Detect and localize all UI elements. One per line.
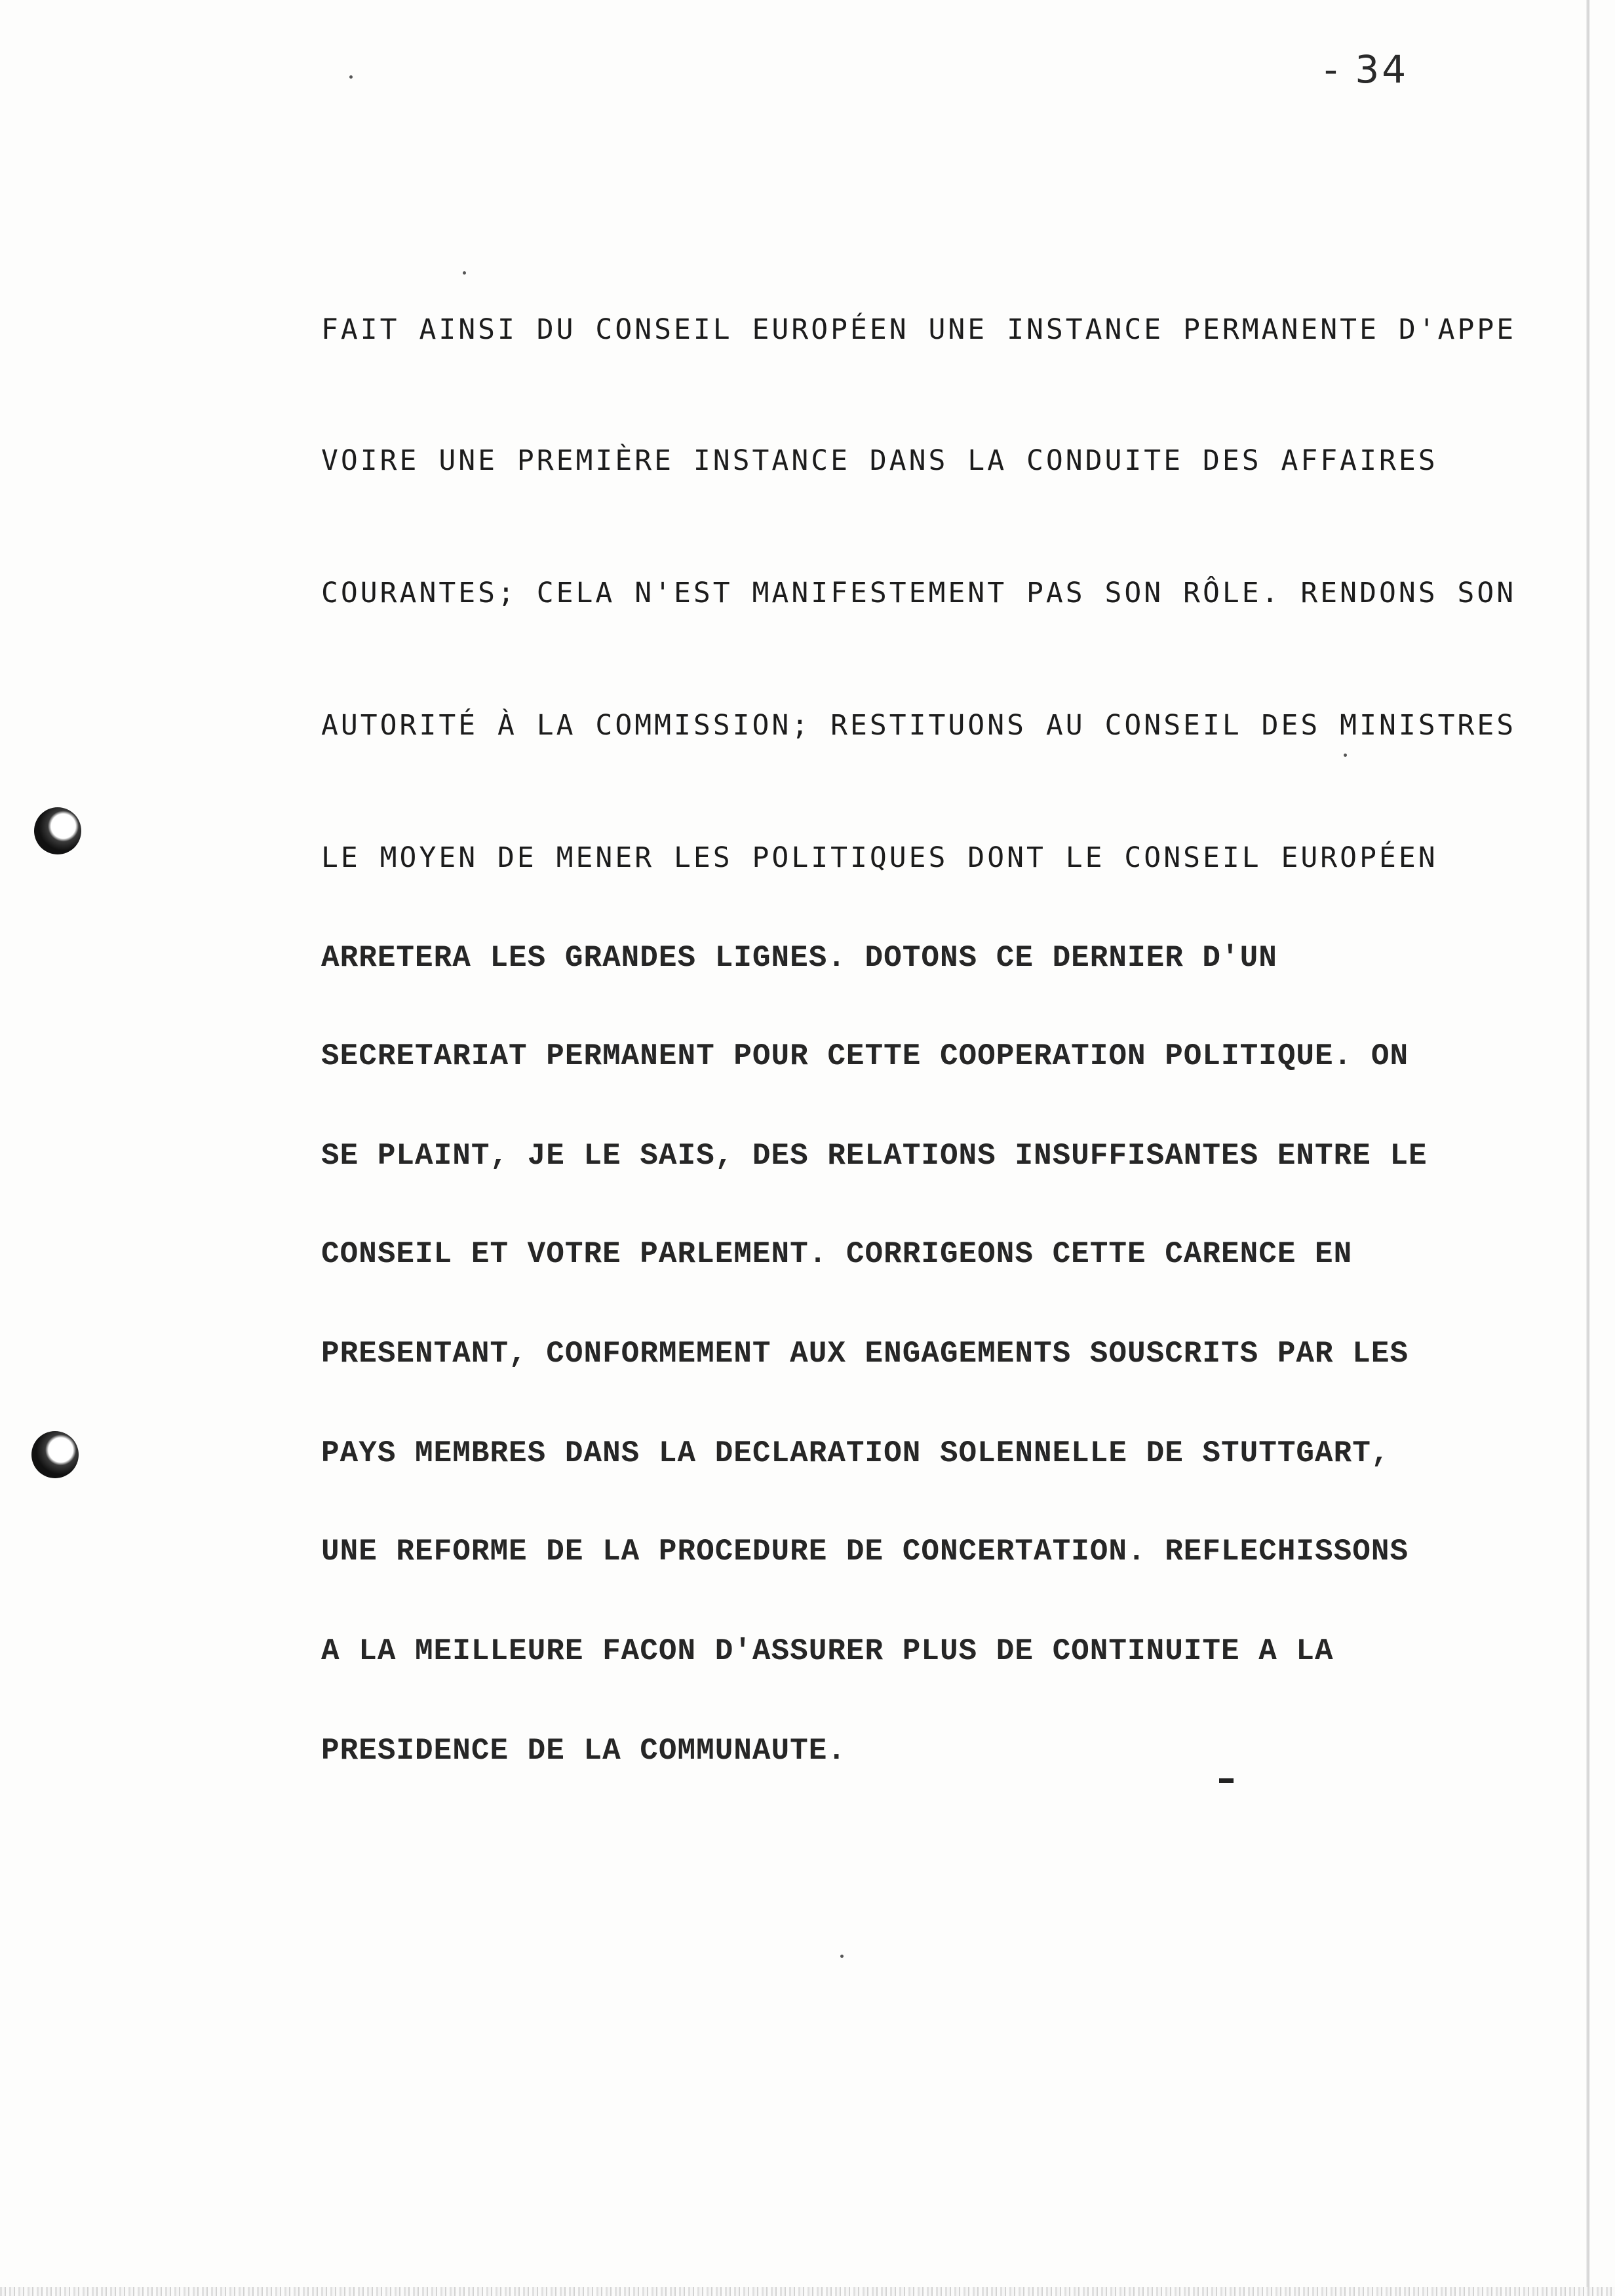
text-line: PRESENTANT, CONFORMEMENT AUX ENGAGEMENTS SOUSCRITS PAR LES [321, 1337, 1409, 1371]
text-line: PAYS MEMBRES DANS LA DECLARATION SOLENNELLE DE STUTTGART, [321, 1436, 1390, 1470]
text-line: A LA MEILLEURE FACON D'ASSURER PLUS DE CONTINUITE A LA [321, 1634, 1334, 1668]
text-line: ARRETERA LES GRANDES LIGNES. DOTONS CE DERNIER D'UN [321, 941, 1277, 975]
page-number: - 34 [1324, 47, 1409, 92]
text-line: PRESIDENCE DE LA COMMUNAUTE. [321, 1734, 846, 1768]
text-line: VOIRE UNE PREMIÈRE INSTANCE DANS LA CONDUITE DES AFFAIRES [321, 444, 1438, 477]
scan-border [0, 2287, 1615, 2296]
text-line: CONSEIL ET VOTRE PARLEMENT. CORRIGEONS CETTE CARENCE EN [321, 1237, 1353, 1271]
text-line: UNE REFORME DE LA PROCEDURE DE CONCERTATION. REFLECHISSONS [321, 1535, 1409, 1569]
scan-speck [349, 75, 353, 79]
punch-hole-icon [34, 807, 81, 854]
scan-mark [1219, 1778, 1234, 1783]
text-line: SECRETARIAT PERMANENT POUR CETTE COOPERATION POLITIQUE. ON [321, 1039, 1409, 1073]
text-line: SE PLAINT, JE LE SAIS, DES RELATIONS INSUFFISANTES ENTRE LE [321, 1139, 1428, 1173]
text-line: COURANTES; CELA N'EST MANIFESTEMENT PAS SON RÔLE. RENDONS SON [321, 577, 1517, 609]
text-line: AUTORITÉ À LA COMMISSION; RESTITUONS AU CONSEIL DES MINISTRES [321, 709, 1517, 742]
text-line: FAIT AINSI DU CONSEIL EUROPÉEN UNE INSTANCE PERMANENTE D'APPE [321, 313, 1517, 346]
scan-speck [840, 1955, 844, 1958]
text-line: LE MOYEN DE MENER LES POLITIQUES DONT LE CONSEIL EUROPÉEN [321, 841, 1438, 874]
punch-hole-icon [31, 1431, 79, 1478]
page-edge-shadow [1586, 0, 1590, 2296]
scan-speck [1344, 754, 1347, 757]
scan-speck [463, 271, 466, 275]
